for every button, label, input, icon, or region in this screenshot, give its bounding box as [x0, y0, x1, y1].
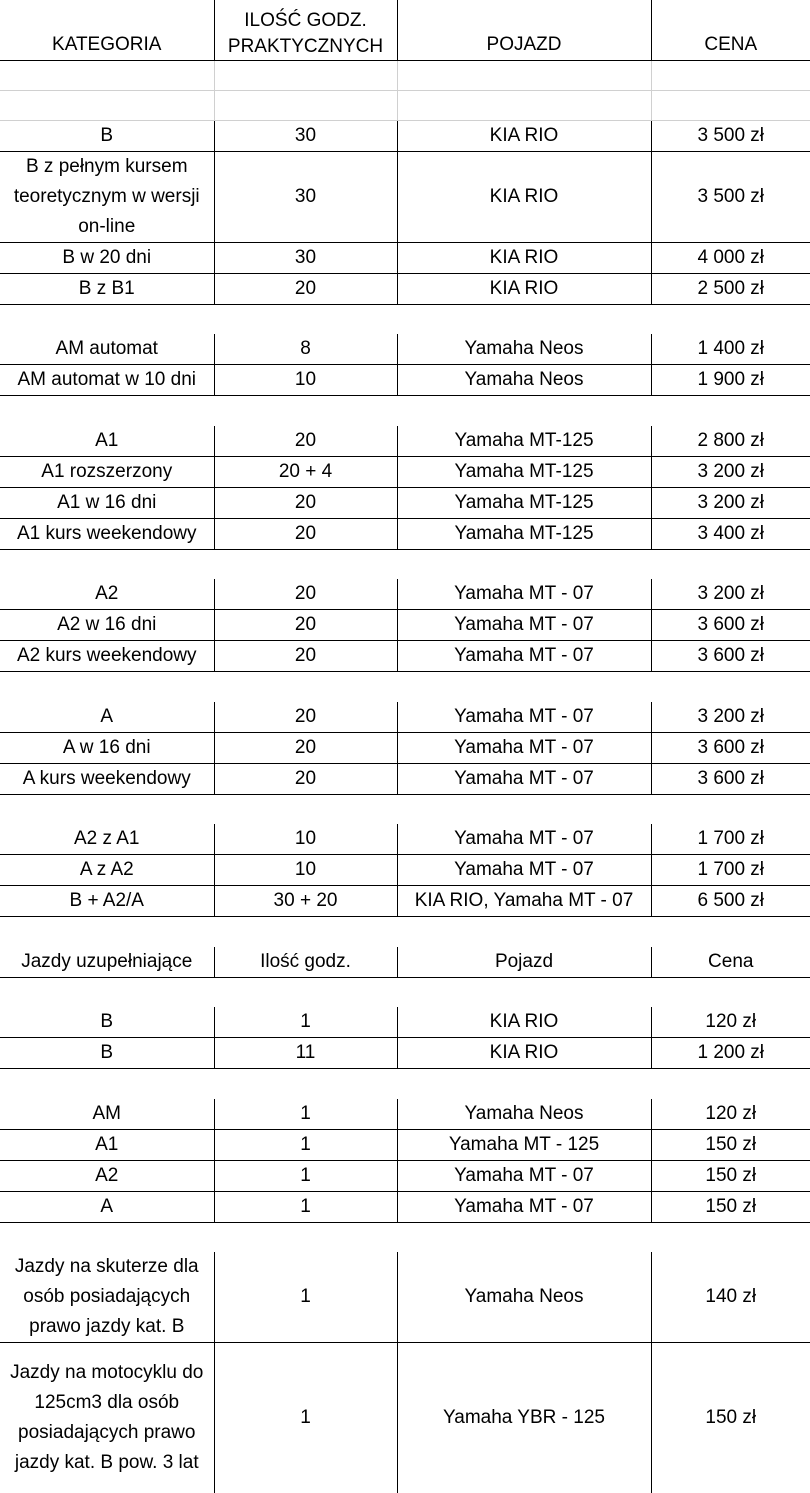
empty-cell: [651, 1069, 810, 1099]
table-row: [0, 365, 810, 396]
cell-kategoria: B z B1: [0, 273, 214, 304]
table-row: [0, 273, 810, 304]
empty-cell: [214, 304, 397, 334]
table-row: [0, 855, 810, 886]
cell-pojazd: Yamaha MT-125: [397, 426, 651, 457]
cell-kategoria: A w 16 dni: [0, 732, 214, 763]
cell-cena: 3 200 zł: [651, 456, 810, 487]
cell-kategoria: A1 w 16 dni: [0, 487, 214, 518]
empty-cell: [0, 90, 214, 120]
cell-cena: 3 200 zł: [651, 702, 810, 733]
cell-kategoria: B w 20 dni: [0, 242, 214, 273]
cell-pojazd: Yamaha Neos: [397, 1099, 651, 1130]
cell-pojazd: Yamaha MT - 07: [397, 855, 651, 886]
cell-kategoria: B: [0, 1038, 214, 1069]
cell-godziny: 30 + 20: [214, 886, 397, 917]
cell-kategoria: A1: [0, 1129, 214, 1160]
cell-kategoria: A: [0, 1191, 214, 1222]
empty-cell: [0, 672, 214, 702]
cell-godziny: 1: [214, 1191, 397, 1222]
cell-godziny: 20: [214, 763, 397, 794]
header-row: [0, 0, 810, 60]
cell-pojazd: Yamaha MT-125: [397, 456, 651, 487]
cell-godziny: 30: [214, 151, 397, 242]
empty-cell: [214, 60, 397, 90]
cell-pojazd: Yamaha MT - 07: [397, 641, 651, 672]
table-row: [0, 1191, 810, 1222]
table-row: [0, 886, 810, 917]
empty-cell: [397, 977, 651, 1007]
cell-kategoria: B: [0, 1007, 214, 1038]
cell-pojazd: Yamaha Neos: [397, 334, 651, 365]
cell-pojazd: Yamaha YBR - 125: [397, 1343, 651, 1493]
cell-pojazd: Yamaha MT - 125: [397, 1129, 651, 1160]
cell-cena: 3 500 zł: [651, 120, 810, 151]
empty-cell: [397, 672, 651, 702]
table-row: [0, 1129, 810, 1160]
empty-cell: [397, 917, 651, 947]
cell-kategoria: B + A2/A: [0, 886, 214, 917]
spacer-row: [0, 1222, 810, 1252]
empty-cell: [651, 1222, 810, 1252]
header-godziny-line1: ILOŚĆ GODZ.: [244, 9, 367, 31]
cell-cena: 3 600 zł: [651, 763, 810, 794]
cell-pojazd: Yamaha MT - 07: [397, 1160, 651, 1191]
cell-cena: 3 400 zł: [651, 518, 810, 549]
table-row: [0, 1007, 810, 1038]
cell-godziny: 8: [214, 334, 397, 365]
empty-cell: [0, 1069, 214, 1099]
cell-kategoria: A1: [0, 426, 214, 457]
cell-cena: 1 400 zł: [651, 334, 810, 365]
spacer-row: [0, 549, 810, 579]
cell-cena: 1 900 zł: [651, 365, 810, 396]
empty-cell: [397, 60, 651, 90]
empty-cell: [397, 90, 651, 120]
cell-godziny: 1: [214, 1343, 397, 1493]
cell-kategoria: AM automat: [0, 334, 214, 365]
empty-cell: [651, 396, 810, 426]
cell-kategoria: A kurs weekendowy: [0, 763, 214, 794]
extras-header-pojazd: Pojazd: [397, 947, 651, 978]
extras-header-cena: Cena: [651, 947, 810, 978]
table-row: [0, 763, 810, 794]
cell-pojazd: Yamaha MT - 07: [397, 1191, 651, 1222]
table-row: [0, 1099, 810, 1130]
empty-cell: [651, 794, 810, 824]
cell-kategoria: B: [0, 120, 214, 151]
empty-cell: [214, 396, 397, 426]
empty-cell: [214, 90, 397, 120]
cell-godziny: 20: [214, 487, 397, 518]
empty-cell: [0, 549, 214, 579]
table-row: [0, 1343, 810, 1493]
empty-cell: [397, 549, 651, 579]
table-row: [0, 120, 810, 151]
empty-cell: [0, 396, 214, 426]
cell-cena: 150 zł: [651, 1191, 810, 1222]
empty-cell: [651, 60, 810, 90]
empty-cell: [214, 917, 397, 947]
header-godziny: [214, 0, 397, 60]
empty-cell: [0, 304, 214, 334]
cell-godziny: 10: [214, 855, 397, 886]
cell-cena: 120 zł: [651, 1007, 810, 1038]
empty-cell: [651, 917, 810, 947]
table-row: [0, 334, 810, 365]
cell-pojazd: KIA RIO, Yamaha MT - 07: [397, 886, 651, 917]
table-row: [0, 824, 810, 855]
empty-cell: [397, 304, 651, 334]
cell-godziny: 1: [214, 1099, 397, 1130]
spacer-row: [0, 90, 810, 120]
header-cena: CENA: [651, 0, 810, 60]
empty-cell: [214, 977, 397, 1007]
cell-pojazd: Yamaha MT - 07: [397, 824, 651, 855]
cell-kategoria: Jazdy na motocyklu do 125cm3 dla osób posiadających prawo jazdy kat. B pow. 3 lat: [0, 1343, 214, 1493]
cell-cena: 1 700 zł: [651, 824, 810, 855]
extras-header-row: [0, 947, 810, 978]
empty-cell: [214, 672, 397, 702]
cell-kategoria: A2 w 16 dni: [0, 610, 214, 641]
empty-cell: [0, 60, 214, 90]
table-row: [0, 151, 810, 242]
cell-pojazd: KIA RIO: [397, 120, 651, 151]
cell-godziny: 20: [214, 702, 397, 733]
empty-cell: [651, 304, 810, 334]
cell-kategoria: A2: [0, 579, 214, 610]
empty-cell: [214, 1069, 397, 1099]
table-row: [0, 518, 810, 549]
spacer-row: [0, 304, 810, 334]
cell-cena: 3 600 zł: [651, 732, 810, 763]
cell-cena: 3 600 zł: [651, 641, 810, 672]
cell-godziny: 20: [214, 610, 397, 641]
cell-cena: 2 800 zł: [651, 426, 810, 457]
cell-cena: 150 zł: [651, 1160, 810, 1191]
empty-cell: [214, 794, 397, 824]
cell-pojazd: Yamaha MT - 07: [397, 579, 651, 610]
extras-header-kategoria: Jazdy uzupełniające: [0, 947, 214, 978]
cell-pojazd: KIA RIO: [397, 1038, 651, 1069]
empty-cell: [651, 977, 810, 1007]
cell-cena: 150 zł: [705, 1406, 757, 1428]
cell-godziny: 10: [214, 824, 397, 855]
spacer-row: [0, 917, 810, 947]
cell-pojazd: KIA RIO: [397, 151, 651, 242]
header-pojazd: POJAZD: [397, 0, 651, 60]
cell-kategoria: A2 kurs weekendowy: [0, 641, 214, 672]
cell-pojazd: Yamaha MT - 07: [397, 702, 651, 733]
table-row: [0, 610, 810, 641]
cell-kategoria: AM: [0, 1099, 214, 1130]
empty-cell: [214, 549, 397, 579]
empty-cell: [397, 1069, 651, 1099]
header-kategoria: KATEGORIA: [0, 0, 214, 60]
cell-godziny: 1: [214, 1129, 397, 1160]
cell-cena: 6 500 zł: [651, 886, 810, 917]
empty-cell: [0, 1222, 214, 1252]
cell-godziny: 20 + 4: [214, 456, 397, 487]
spacer-row: [0, 1069, 810, 1099]
cell-kategoria: Jazdy na skuterze dla osób posiadających prawo jazdy kat. B: [0, 1252, 214, 1343]
table-row: [0, 456, 810, 487]
cell-pojazd: Yamaha MT - 07: [397, 732, 651, 763]
empty-cell: [397, 794, 651, 824]
cell-kategoria: A2: [0, 1160, 214, 1191]
cell-cena: 2 500 zł: [651, 273, 810, 304]
cell-godziny: 20: [214, 579, 397, 610]
table-row: [0, 641, 810, 672]
cell-godziny: 1: [214, 1007, 397, 1038]
spacer-row: [0, 396, 810, 426]
cell-kategoria: A1 kurs weekendowy: [0, 518, 214, 549]
cell-cena: 1 700 zł: [651, 855, 810, 886]
cell-godziny: 1: [214, 1160, 397, 1191]
cell-pojazd: Yamaha Neos: [397, 365, 651, 396]
cell-pojazd: KIA RIO: [397, 1007, 651, 1038]
table-row: [0, 1038, 810, 1069]
cell-cena: 150 zł: [651, 1129, 810, 1160]
cell-godziny: 20: [214, 273, 397, 304]
cell-pojazd: Yamaha Neos: [397, 1252, 651, 1343]
empty-cell: [651, 90, 810, 120]
empty-cell: [214, 1222, 397, 1252]
empty-cell: [0, 917, 214, 947]
empty-cell: [0, 794, 214, 824]
cell-godziny: 20: [214, 732, 397, 763]
cell-pojazd: Yamaha MT - 07: [397, 763, 651, 794]
cell-pojazd: KIA RIO: [397, 273, 651, 304]
cell-godziny: 10: [214, 365, 397, 396]
empty-cell: [651, 549, 810, 579]
cell-godziny: 20: [214, 518, 397, 549]
table-row: [0, 487, 810, 518]
cell-godziny: 30: [214, 120, 397, 151]
cell-pojazd: Yamaha MT-125: [397, 518, 651, 549]
cell-pojazd: Yamaha MT - 07: [397, 610, 651, 641]
spacer-row: [0, 60, 810, 90]
empty-cell: [397, 396, 651, 426]
cell-cena: 4 000 zł: [651, 242, 810, 273]
table-row: [0, 702, 810, 733]
empty-cell: [0, 977, 214, 1007]
cell-godziny: 20: [214, 426, 397, 457]
table-row: [0, 242, 810, 273]
table-row: [0, 1252, 810, 1343]
cell-kategoria: B z pełnym kursem teoretycznym w wersji on-line: [0, 151, 214, 242]
table-row: [0, 732, 810, 763]
table-row: [0, 579, 810, 610]
cell-pojazd: Yamaha MT-125: [397, 487, 651, 518]
cell-kategoria: A1 rozszerzony: [0, 456, 214, 487]
spacer-row: [0, 977, 810, 1007]
spacer-row: [0, 794, 810, 824]
cell-kategoria: A2 z A1: [0, 824, 214, 855]
cell-pojazd: KIA RIO: [397, 242, 651, 273]
table-row: [0, 1160, 810, 1191]
cell-cena: 3 200 zł: [651, 487, 810, 518]
empty-cell: [397, 1222, 651, 1252]
cell-godziny: 20: [214, 641, 397, 672]
cell-cena: 3 500 zł: [651, 151, 810, 242]
empty-cell: [651, 672, 810, 702]
cell-cena: 3 600 zł: [651, 610, 810, 641]
cell-godziny: 11: [214, 1038, 397, 1069]
spacer-row: [0, 672, 810, 702]
cell-cena: 140 zł: [651, 1252, 810, 1343]
cell-kategoria: A z A2: [0, 855, 214, 886]
header-godziny-line2: PRAKTYCZNYCH: [227, 35, 384, 57]
cell-godziny: 30: [214, 242, 397, 273]
cell-cena: 1 200 zł: [651, 1038, 810, 1069]
cell-cena: 120 zł: [651, 1099, 810, 1130]
cell-cena: 3 200 zł: [651, 579, 810, 610]
table-row: [0, 426, 810, 457]
cell-kategoria: AM automat w 10 dni: [0, 365, 214, 396]
cell-godziny: 1: [214, 1252, 397, 1343]
extras-header-godziny: Ilość godz.: [214, 947, 397, 978]
cell-kategoria: A: [0, 702, 214, 733]
